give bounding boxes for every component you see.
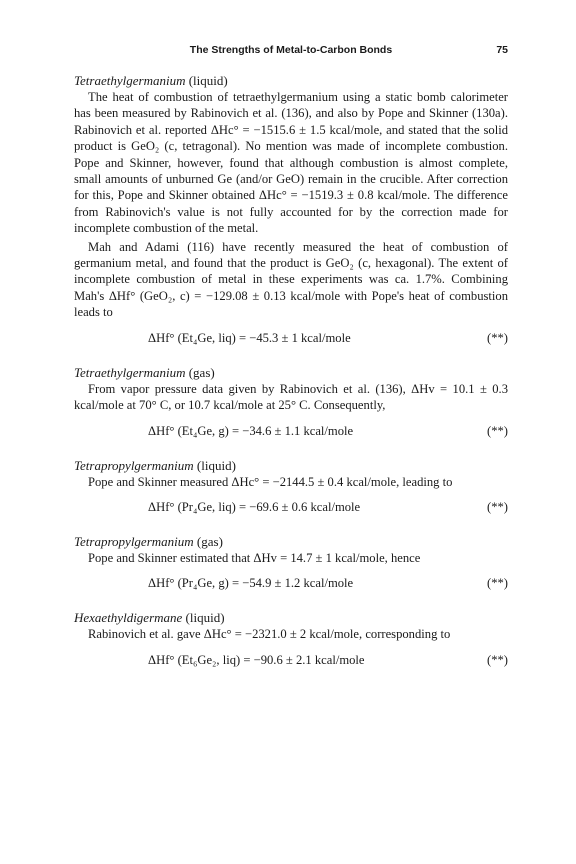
paragraph: Pope and Skinner estimated that ΔHv = 14.7 ± 1 kcal/mole, hence [88, 550, 421, 565]
paragraph: Mah and Adami (116) have recently measured the heat of combustion of germanium metal, and found that the product is GeO₂ (c, hexagonal). The extent of incomplete combustion of metal in these experiments was ca. 1.7%. Combining Mah's ΔHf° (GeO₂, c) = −129.08 ± 0.13 kcal/mole with Pope's heat of combustion leads to [74, 239, 508, 320]
section-heading [74, 457, 508, 474]
equation [74, 653, 508, 670]
equation-text: ΔHf° (Et₄Ge, g) = −34.6 ± 1.1 kcal/mole [148, 423, 354, 438]
compound-name: Tetraethylgermanium [74, 73, 186, 88]
equation-text: ΔHf° (Et₆Ge₂, liq) = −90.6 ± 2.1 kcal/mole [148, 652, 365, 667]
paragraph: Pope and Skinner measured ΔHc° = −2144.5 ± 0.4 kcal/mole, leading to [88, 474, 453, 489]
paragraph: The heat of combustion of tetraethylgermanium using a static bomb calorimeter has been measured by Rabinovich et al. (136), and also by Pope and Skinner (130a). Rabinovich et al. reported ΔHc° = −1515.6 ± 1.5 kcal/mole, and stated that the solid product is GeO₂ (c, tetragonal). No mention was made of incomplete combustion. Pope and Skinner, however, found that although combustion is almost complete, small amounts of unburned Ge (and/or GeO) remain in the crucible. After correction for this, Pope and Skinner obtained ΔHc° = −1519.3 ± 0.8 kcal/mole. The difference from Rabinovich's value is not fully accounted for by the correction made for incomplete combustion of the metal. [74, 90, 508, 236]
equation-mark: (**) [487, 423, 508, 438]
section-heading [74, 364, 508, 381]
page-number: 75 [496, 44, 508, 56]
section-heading [74, 609, 508, 626]
equation [74, 576, 508, 593]
equation [74, 500, 508, 517]
equation-mark: (**) [487, 652, 508, 667]
running-head [74, 44, 508, 62]
equation-text: ΔHf° (Pr₄Ge, g) = −54.9 ± 1.2 kcal/mole [148, 576, 354, 591]
phase-label: (liquid) [182, 610, 225, 626]
paragraph: Rabinovich et al. gave ΔHc° = −2321.0 ± 2 kcal/mole, corresponding to [88, 627, 451, 642]
compound-name: Tetrapropylgermanium [74, 457, 194, 473]
equation-mark: (**) [487, 576, 508, 591]
equation-mark: (**) [487, 499, 508, 514]
phase-label: (gas) [193, 533, 223, 549]
equation-mark: (**) [487, 330, 508, 345]
compound-name: Tetrapropylgermanium [74, 533, 194, 549]
paragraph: From vapor pressure data given by Rabinovich et al. (136), ΔHv = 10.1 ± 0.3 kcal/mole at 70° C, or 10.7 kcal/mole at 25° C. Consequently, [74, 381, 508, 413]
page [74, 44, 508, 676]
running-head-title: The Strengths of Metal-to-Carbon Bonds [189, 44, 393, 56]
equation-text: ΔHf° (Et₄Ge, liq) = −45.3 ± 1 kcal/mole [148, 330, 351, 345]
compound-name: Hexaethyldigermane [74, 610, 183, 626]
phase-label: (gas) [185, 364, 215, 380]
equation [74, 331, 508, 348]
phase-label: (liquid) [185, 73, 228, 88]
phase-label: (liquid) [193, 457, 236, 473]
compound-name: Tetraethylgermanium [74, 364, 186, 380]
section-heading [74, 533, 508, 550]
equation-text: ΔHf° (Pr₄Ge, liq) = −69.6 ± 0.6 kcal/mole [148, 499, 361, 514]
section-heading [74, 72, 508, 89]
equation [74, 424, 508, 441]
